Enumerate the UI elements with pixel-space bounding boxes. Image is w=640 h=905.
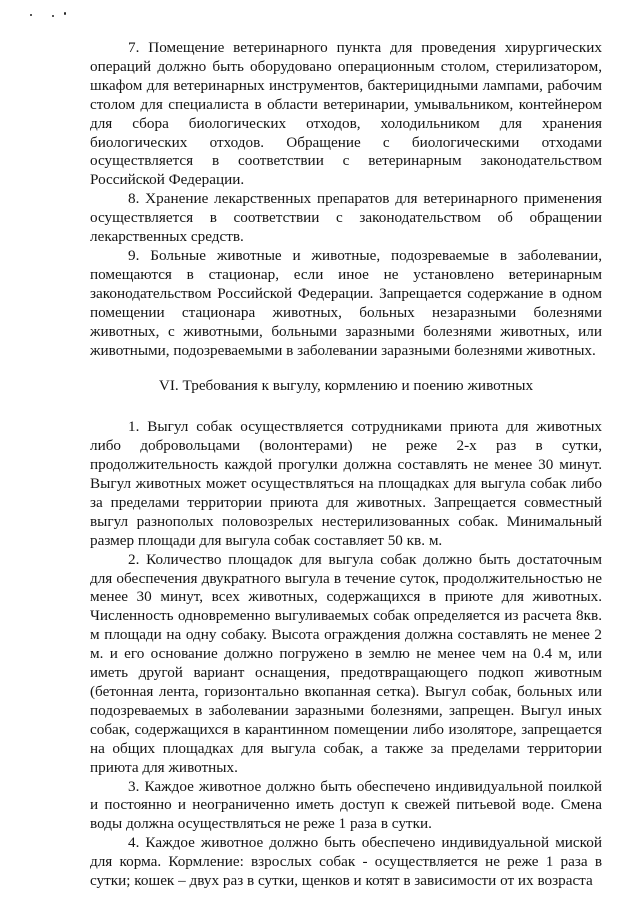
paragraph-9: 9. Больные животные и животные, подозреваемые в заболевании, помещаются в стационар, если иное не установлено ветеринарным законодательством Российской Федерации. Запрещается содержание в одном помещении стационара животных, больных незаразными болезнями животных, с животными, больными заразными болезнями животных, или животными, подозреваемыми в заболевании заразными болезнями животных. (90, 246, 602, 359)
paragraph-vi-1: 1. Выгул собак осуществляется сотрудниками приюта для животных либо добровольцами (волонтерами) не реже 2-х раз в сутки, продолжительность каждой прогулки должна составлять не менее 30 минут. Выгул животных может осуществляться на площадках для выгула собак либо за пределами территории приюта для животных. Запрещается совместный выгул разнополых половозрелых нестерилизованных собак. Минимальный размер площади для выгула собак составляет 50 кв. м. (90, 418, 602, 549)
paragraph-8: 8. Хранение лекарственных препаратов для ветеринарного применения осуществляется в соответствии с законодательством об обращении лекарственных средств. (90, 190, 602, 246)
paragraph-vi-4: 4. Каждое животное должно быть обеспечено индивидуальной миской для корма. Кормление: взрослых собак - осуществляется не реже 1 раза в сутки; кошек – двух раз в сутки, щенков и котят в зависимости от их возраста (90, 834, 602, 890)
paragraph-7: 7. Помещение ветеринарного пункта для проведения хирургических операций должно быть оборудовано операционным столом, стерилизатором, шкафом для ветеринарных инструментов, бактерицидными лампами, рабочим столом для специалиста в области ветеринарии, умывальником, контейнером для сбора биологических отходов, холодильником для хранения биологических отходов. Обращение с биологическими отходами осуществляется в соответствии с ветеринарным законодательством Российской Федерации. (90, 39, 602, 189)
section-heading: VI. Требования к выгулу, кормлению и поению животных (158, 377, 534, 395)
scan-specks (30, 10, 90, 20)
paragraph-vi-3: 3. Каждое животное должно быть обеспечено индивидуальной поилкой и постоянно и неограниченно иметь доступ к свежей питьевой воде. Смена воды должна осуществляться не реже 1 раза в сутки. (90, 777, 602, 833)
paragraph-vi-2: 2. Количество площадок для выгула собак должно быть достаточным для обеспечения двукратного выгула в течение суток, продолжительностью не менее 30 минут, всех животных, содержащихся в приюте для животных. Численность одновременно выгуливаемых собак определяется из расчета 8кв. м площади на одну собаку. Высота ограждения должна составлять не менее 2 м. и его основание должно погружено в землю не менее чем на 0.4 м, или иметь другой вариант оснащения, предотвращающего подкоп животным (бетонная лента, горизонтально вкопанная сетка). Выгул собак, больных или подозреваемых в заболевании заразными болезнями, запрещен. Выгул иных собак, содержащихся в карантинном помещении либо изоляторе, запрещается на общих площадках для выгула собак, а также за пределами территории приюта для животных. (90, 550, 602, 776)
document-page (90, 39, 602, 891)
